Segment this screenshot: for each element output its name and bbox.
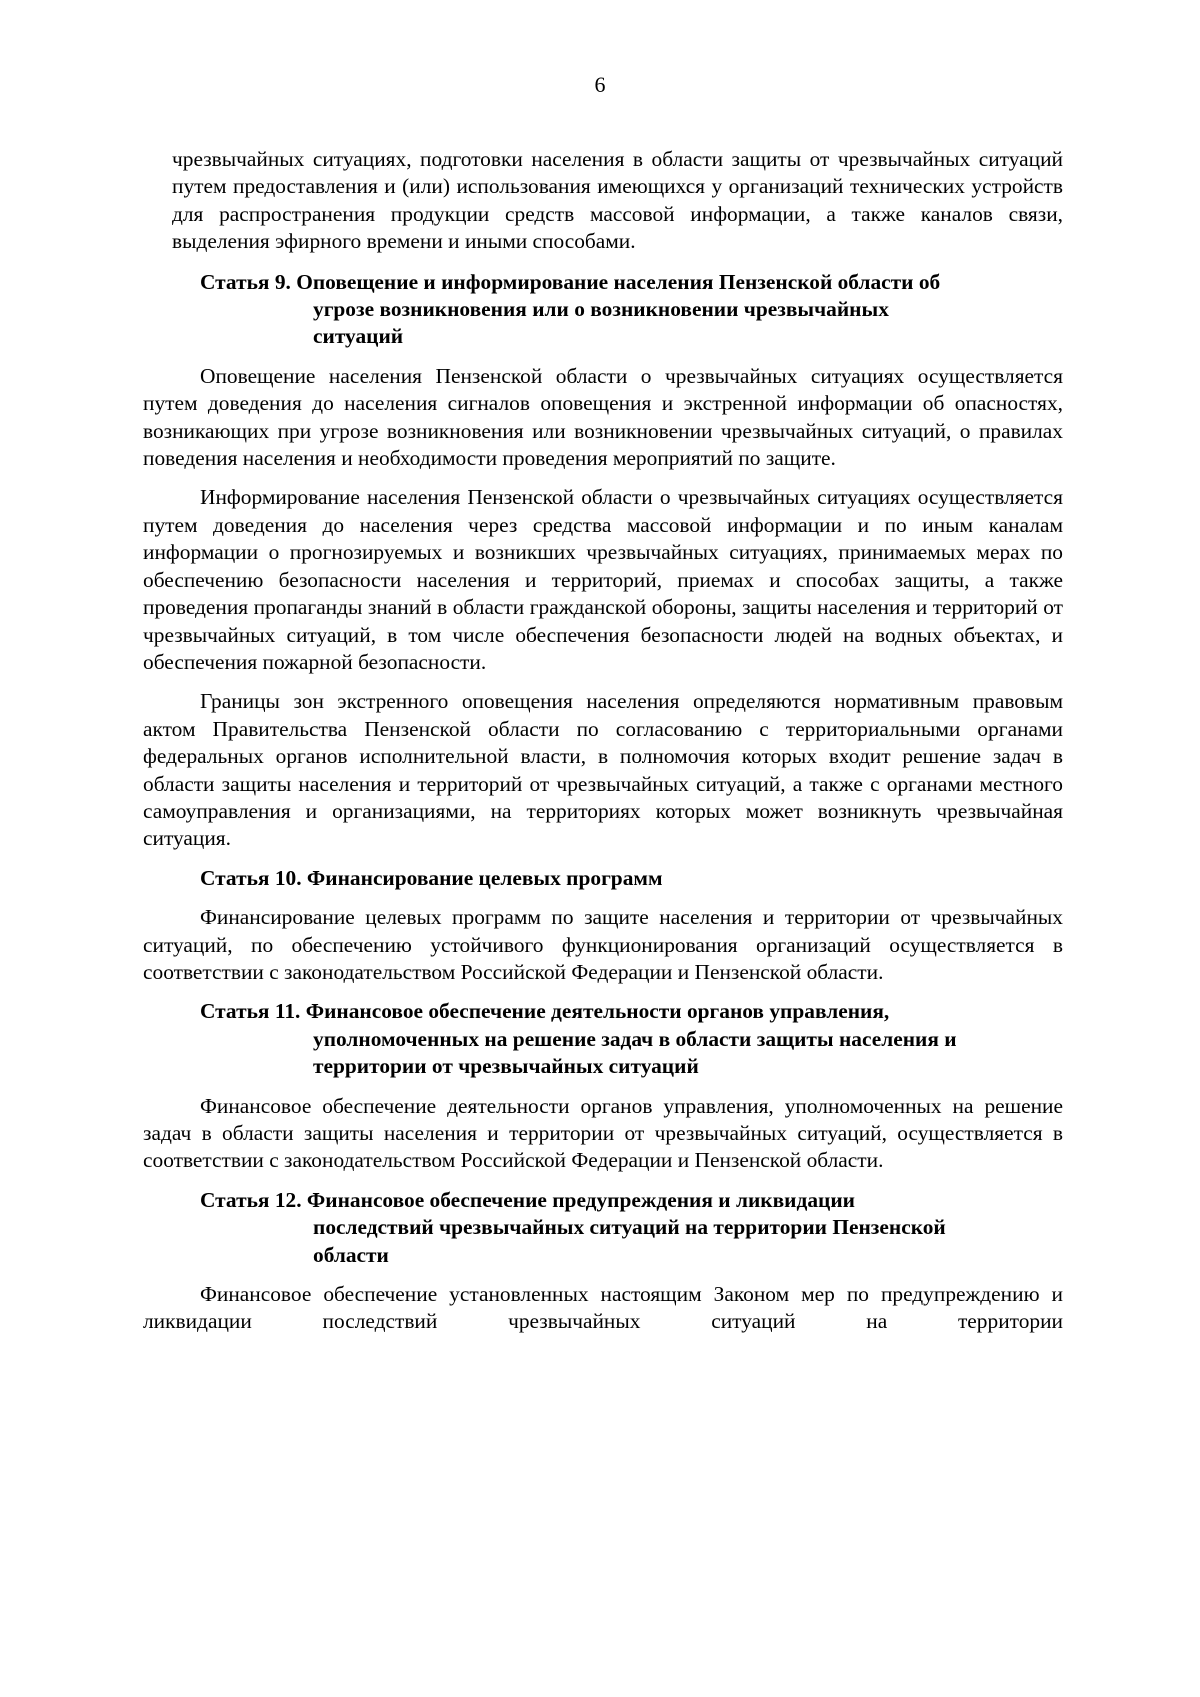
article-heading-line: Статья 11. Финансовое обеспечение деятельности органов управления,	[200, 999, 890, 1024]
article-heading-line: Статья 12. Финансовое обеспечение предупреждения и ликвидации	[200, 1187, 855, 1212]
article-paragraph: Границы зон экстренного оповещения населения определяются нормативным правовым актом Правительства Пензенской области по согласованию с территориальными органами федеральных органов исполнительной власти, в полномочия которых входит решение задач в области защиты населения и территорий от чрезвычайных ситуаций, а также с органами местного самоуправления и организациями, на территориях которых может возникнуть чрезвычайная ситуация.	[143, 689, 1063, 851]
article-10-heading	[200, 865, 1060, 892]
article-9-heading	[200, 269, 1060, 351]
article-11-heading	[200, 998, 1060, 1080]
article-12-heading	[200, 1187, 1060, 1269]
article-heading-line: ситуаций	[313, 324, 404, 349]
article-heading-line: Статья 10. Финансирование целевых программ	[200, 865, 663, 890]
article-paragraph: Финансирование целевых программ по защите населения и территории от чрезвычайных ситуаций, по обеспечению устойчивого функционирования организаций осуществляется в соответствии с законодательством Российской Федерации и Пензенской области.	[143, 905, 1063, 984]
article-heading-line: уполномоченных на решение задач в области защиты населения и	[313, 1026, 957, 1051]
article-paragraph: Финансовое обеспечение деятельности органов управления, уполномоченных на решение задач в области защиты населения и территории от чрезвычайных ситуаций, осуществляется в соответствии с законодательством Российской Федерации и Пензенской области.	[143, 1093, 1063, 1173]
article-heading-line: территории от чрезвычайных ситуаций	[313, 1054, 699, 1079]
continued-paragraph: чрезвычайных ситуациях, подготовки населения в области защиты от чрезвычайных ситуаций путем предоставления и (или) использования имеющихся у организаций технических устройств для распространения продукции средств массовой информации, а также каналов связи, выделения эфирного времени и иными способами.	[172, 147, 1063, 254]
document-body	[143, 146, 1063, 1348]
article-heading-line: области	[313, 1242, 389, 1267]
article-paragraph: Финансовое обеспечение установленных настоящим Законом мер по предупреждению и ликвидации последствий чрезвычайных ситуаций на территории	[143, 1282, 1063, 1334]
article-heading-line: последствий чрезвычайных ситуаций на территории Пензенской	[313, 1215, 946, 1240]
page-number: 6	[594, 72, 606, 97]
article-heading-line: Статья 9. Оповещение и информирование населения Пензенской области об	[200, 269, 941, 294]
article-paragraph: Оповещение населения Пензенской области о чрезвычайных ситуациях осуществляется путем доведения до населения сигналов оповещения и экстренной информации об опасностях, возникающих при угрозе возникновения или возникновении чрезвычайных ситуаций, о правилах поведения населения и необходимости проведения мероприятий по защите.	[143, 363, 1063, 471]
article-heading-line: угрозе возникновения или о возникновении чрезвычайных	[313, 297, 889, 322]
article-paragraph: Информирование населения Пензенской области о чрезвычайных ситуациях осуществляется путем доведения до населения через средства массовой информации и по иным каналам информации о прогнозируемых и возникших чрезвычайных ситуациях, принимаемых мерах по обеспечению безопасности населения и территорий, приемах и способах защиты, а также проведения пропаганды знаний в области гражданской обороны, защиты населения и территорий от чрезвычайных ситуаций, в том числе обеспечения безопасности людей на водных объектах, и обеспечения пожарной безопасности.	[143, 485, 1063, 674]
